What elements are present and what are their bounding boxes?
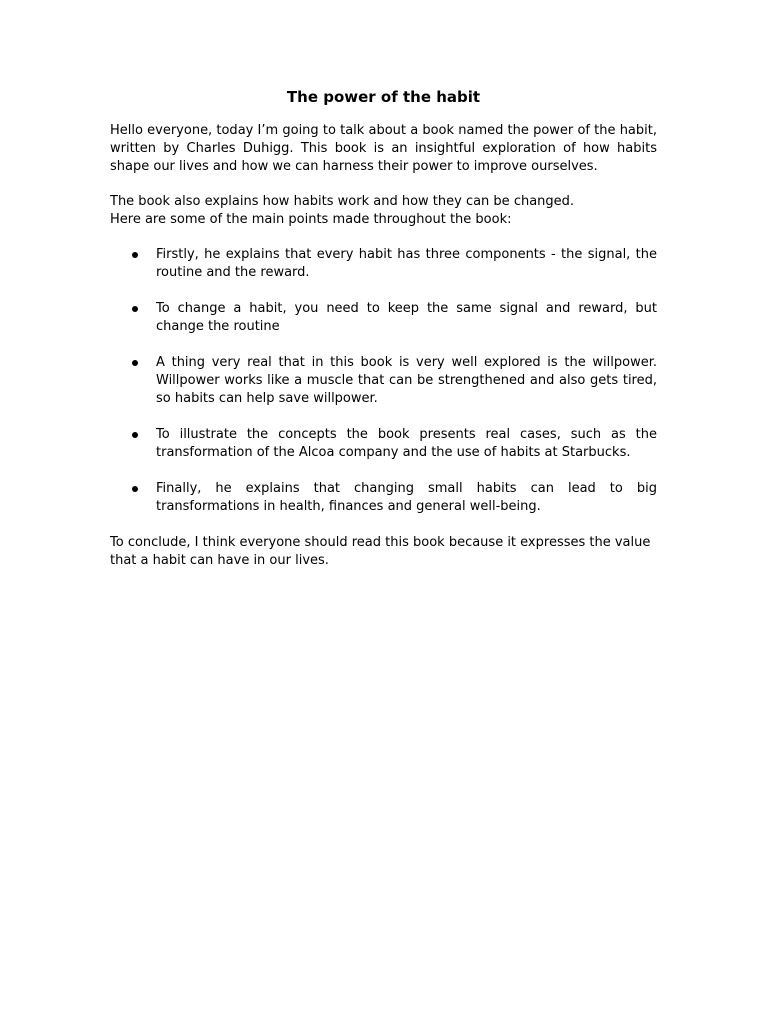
list-item — [110, 426, 657, 462]
intro-paragraph: Hello everyone, today I’m going to talk about a book named the power of the habit, written by Charles Duhigg. This book is an insightful exploration of how habits shape our lives and how we can harness their power to improve ourselves. — [110, 123, 657, 174]
document-title: The power of the habit — [286, 88, 481, 106]
bullet-icon — [132, 486, 138, 492]
list-item — [110, 246, 657, 282]
list-item-text: Firstly, he explains that every habit has three components - the signal, the routine and the reward. — [156, 247, 657, 280]
list-item-text: To change a habit, you need to keep the same signal and reward, but change the routine — [156, 301, 657, 334]
list-item-text: Finally, he explains that changing small habits can lead to big transformations in health, finances and general well-being. — [156, 481, 657, 514]
list-item-text: A thing very real that in this book is very well explored is the willpower. Willpower works like a muscle that can be strengthened and also gets tired, so habits can help save willpower. — [156, 355, 657, 406]
main-points-list — [110, 246, 657, 516]
list-item — [110, 480, 657, 516]
bullet-icon — [132, 360, 138, 366]
document-body — [110, 87, 657, 570]
explains-paragraph: The book also explains how habits work and how they can be changed. — [110, 194, 575, 209]
list-item — [110, 354, 657, 408]
list-item — [110, 300, 657, 336]
bullet-icon — [132, 252, 138, 258]
bullet-icon — [132, 306, 138, 312]
bullet-icon — [132, 432, 138, 438]
conclusion-paragraph: To conclude, I think everyone should read this book because it expresses the value that a habit can have in our lives. — [110, 535, 651, 568]
list-item-text: To illustrate the concepts the book presents real cases, such as the transformation of the Alcoa company and the use of habits at Starbucks. — [156, 427, 657, 460]
main-points-paragraph: Here are some of the main points made throughout the book: — [110, 212, 512, 227]
